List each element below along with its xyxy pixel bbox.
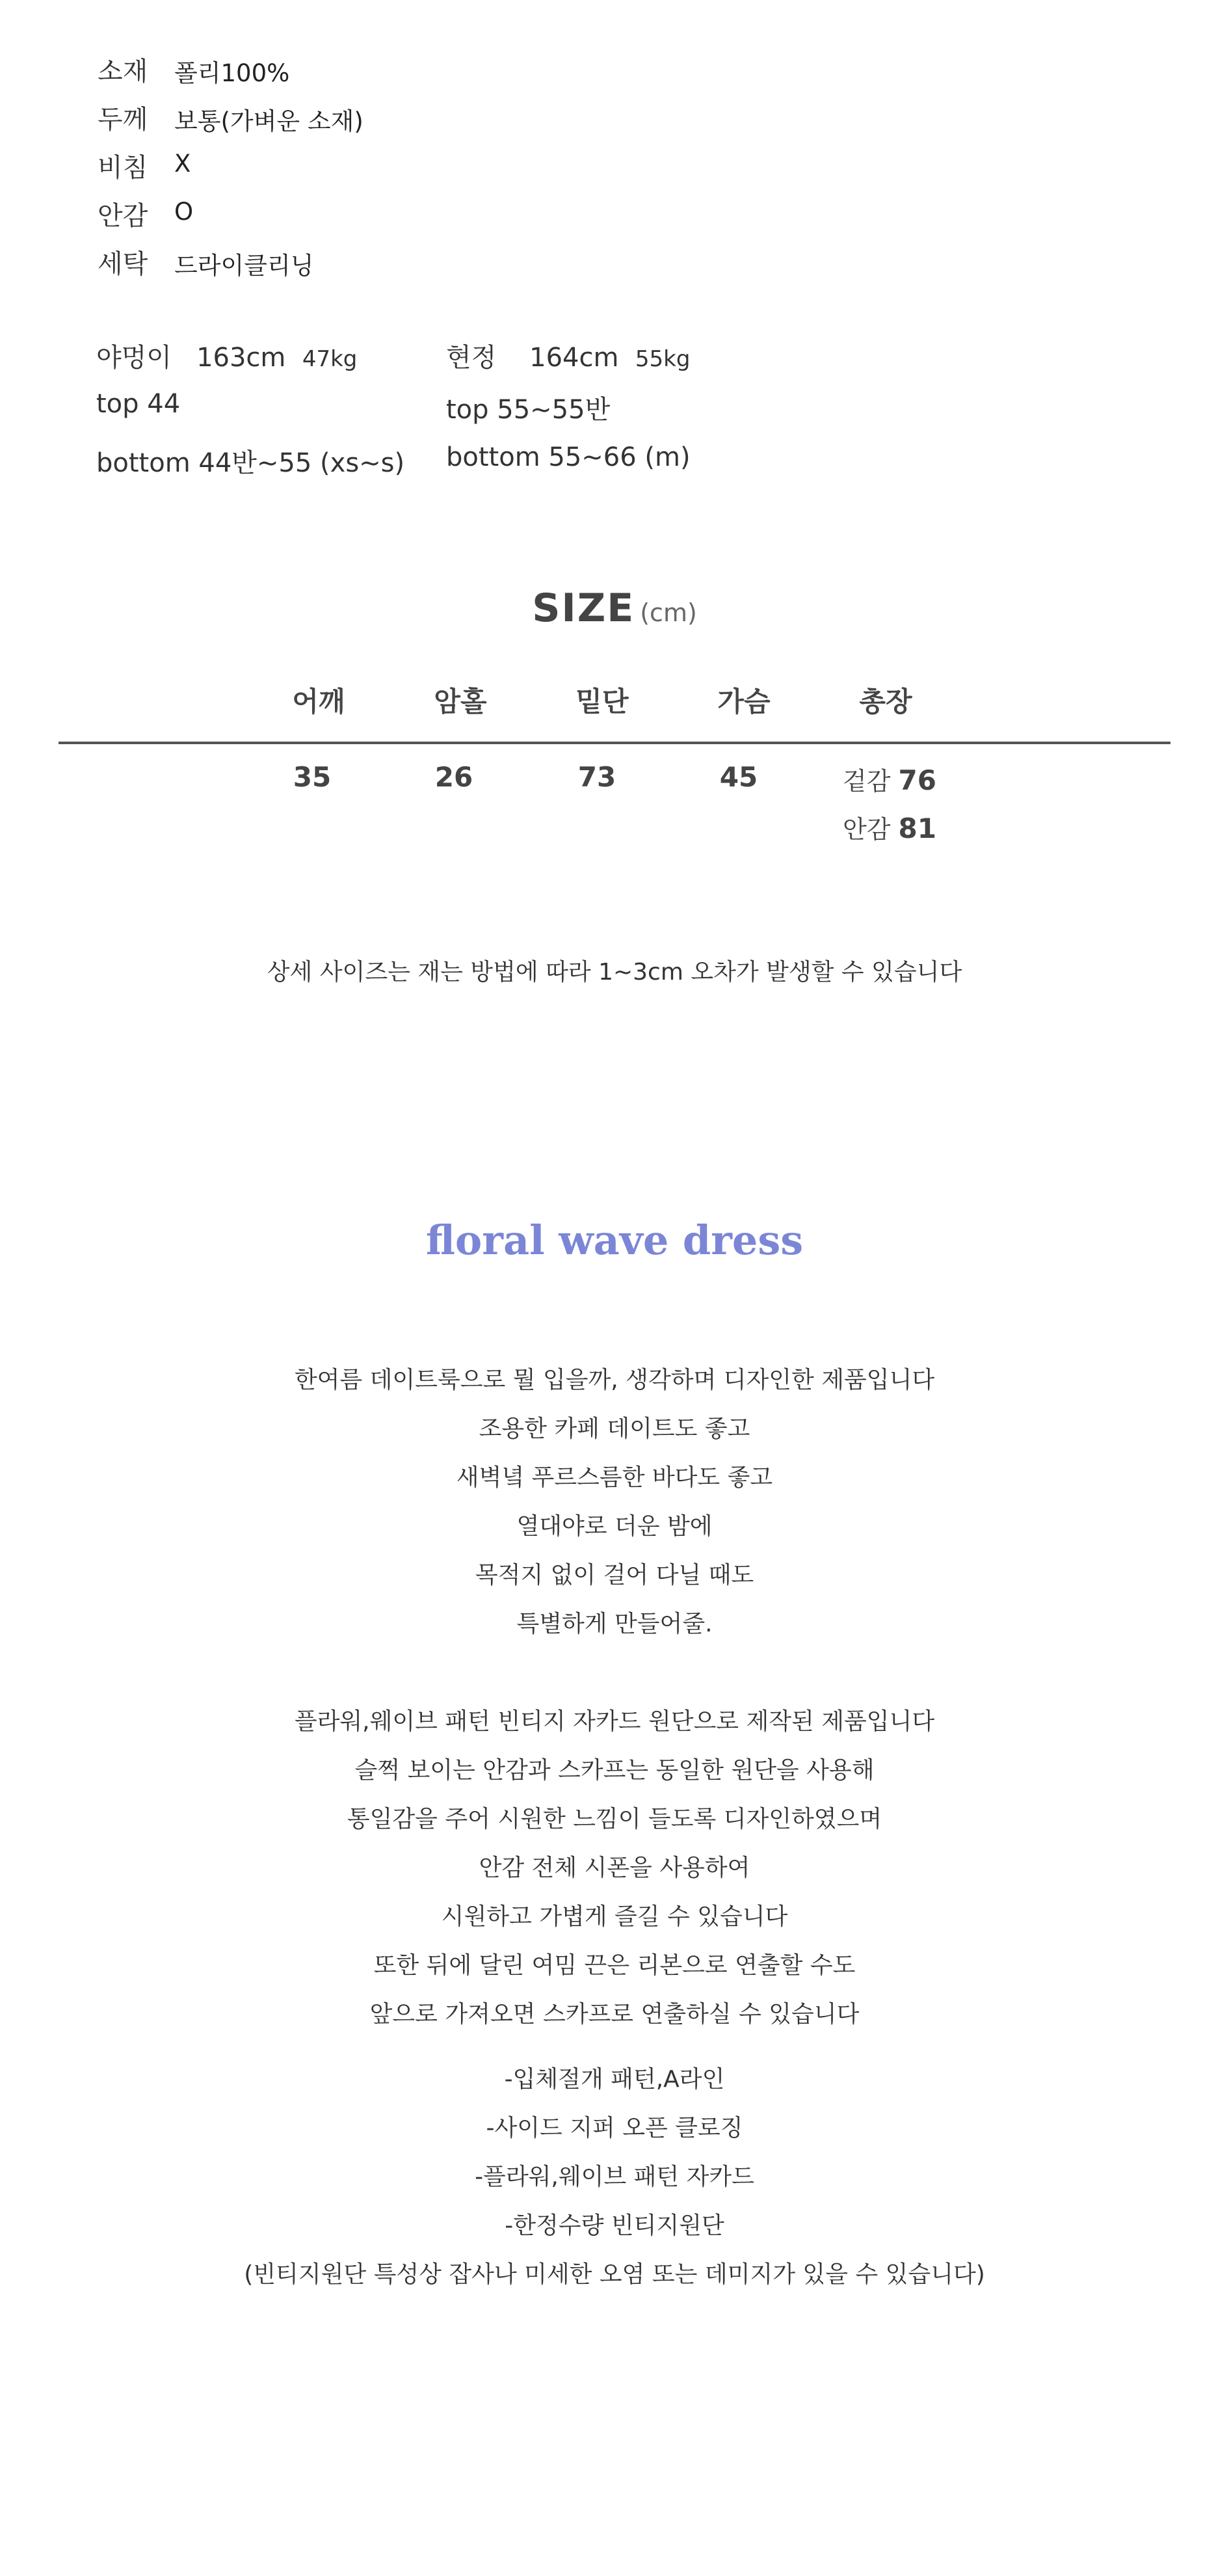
model-2-bottom: bottom 55~66 (m) (446, 442, 691, 472)
length-outer-value: 76 (898, 764, 936, 796)
spec-label-lining: 안감 (98, 201, 148, 231)
length-outer-label: 겉감 (843, 767, 891, 796)
spec-value-thickness: 보통(가벼운 소재) (174, 107, 363, 135)
model-1-weight: 47kg (302, 346, 358, 372)
model-2-top: top 55~55반 (446, 395, 611, 425)
description-line: 한여름 데이트룩으로 뭘 입을까, 생각하며 디자인한 제품입니다 (294, 1367, 935, 1393)
model-2-height: 164cm (529, 343, 619, 373)
size-value-shoulder: 35 (293, 761, 332, 793)
length-inner-value: 81 (898, 812, 936, 844)
description-line: 시원하고 가볍게 즐길 수 있습니다 (441, 1903, 788, 1930)
spec-value-sheerness: X (174, 150, 191, 178)
spec-value-lining: O (174, 198, 194, 226)
description-line: 안감 전체 시폰을 사용하여 (479, 1855, 750, 1881)
model-2-weight: 55kg (635, 346, 691, 372)
feature-line: -입체절개 패턴,A라인 (504, 2066, 725, 2093)
size-value-armhole: 26 (434, 761, 473, 793)
size-value-length-inner (843, 809, 936, 845)
size-value-hem: 73 (577, 761, 616, 793)
size-header-hem: 밑단 (575, 686, 629, 718)
size-title-text: SIZE (532, 585, 635, 631)
description-features (0, 2055, 1229, 2299)
spec-value-washing: 드라이클리닝 (174, 252, 314, 280)
spec-label-sheerness: 비침 (98, 153, 148, 183)
length-inner-label: 안감 (843, 815, 891, 844)
feature-line: -한정수량 빈티지원단 (505, 2212, 724, 2239)
size-unit: (cm) (640, 598, 697, 627)
size-value-length-outer (843, 761, 936, 797)
spec-label-washing: 세탁 (98, 249, 148, 279)
size-value-chest: 45 (719, 761, 758, 793)
model-1-name: 야멍이 (96, 343, 172, 373)
size-notice: 상세 사이즈는 재는 방법에 따라 1~3cm 오차가 발생할 수 있습니다 (267, 959, 962, 986)
spec-label-thickness: 두께 (98, 105, 148, 135)
size-header-chest: 가슴 (717, 686, 771, 718)
description-line: 플라워,웨이브 패턴 빈티지 자카드 원단으로 제작된 제품입니다 (294, 1708, 935, 1735)
model-1-bottom: bottom 44반~55 (xs~s) (96, 448, 405, 478)
product-title: floral wave dress (425, 1216, 804, 1264)
description-line: 조용한 카페 데이트도 좋고 (479, 1415, 750, 1442)
description-intro (0, 1356, 1229, 1648)
description-line: 목적지 없이 걸어 다닐 때도 (475, 1562, 754, 1589)
size-header-armhole: 암홀 (434, 686, 487, 718)
description-line: 앞으로 가져오면 스카프로 연출하실 수 있습니다 (369, 2001, 860, 2028)
model-1-top: top 44 (96, 389, 181, 419)
model-2-name: 현정 (446, 343, 497, 373)
model-1-line (96, 337, 357, 374)
description-line: 통일감을 주어 시원한 느낌이 들도록 디자인하였으며 (347, 1806, 882, 1832)
size-header-shoulder: 어깨 (292, 686, 345, 718)
feature-line: -플라워,웨이브 패턴 자카드 (475, 2164, 754, 2190)
description-line: 슬쩍 보이는 안감과 스카프는 동일한 원단을 사용해 (354, 1757, 875, 1784)
description-line: 특별하게 만들어줄. (516, 1611, 713, 1637)
model-1-height: 163cm (196, 343, 286, 373)
feature-note: (빈티지원단 특성상 잡사나 미세한 오염 또는 데미지가 있을 수 있습니다) (244, 2261, 985, 2288)
feature-line: -사이드 지퍼 오픈 클로징 (486, 2115, 743, 2141)
description-line: 또한 뒤에 달린 여밈 끈은 리본으로 연출할 수도 (373, 1952, 856, 1979)
size-title (0, 585, 1229, 631)
model-2-line (446, 337, 690, 374)
spec-value-material: 폴리100% (174, 59, 290, 87)
size-table-divider (59, 742, 1170, 744)
description-fabric (0, 1697, 1229, 2039)
description-line: 열대야로 더운 밤에 (516, 1513, 713, 1540)
spec-label-material: 소재 (98, 57, 148, 87)
size-header-length: 총장 (859, 686, 912, 718)
description-line: 새벽녘 푸르스름한 바다도 좋고 (456, 1464, 773, 1491)
